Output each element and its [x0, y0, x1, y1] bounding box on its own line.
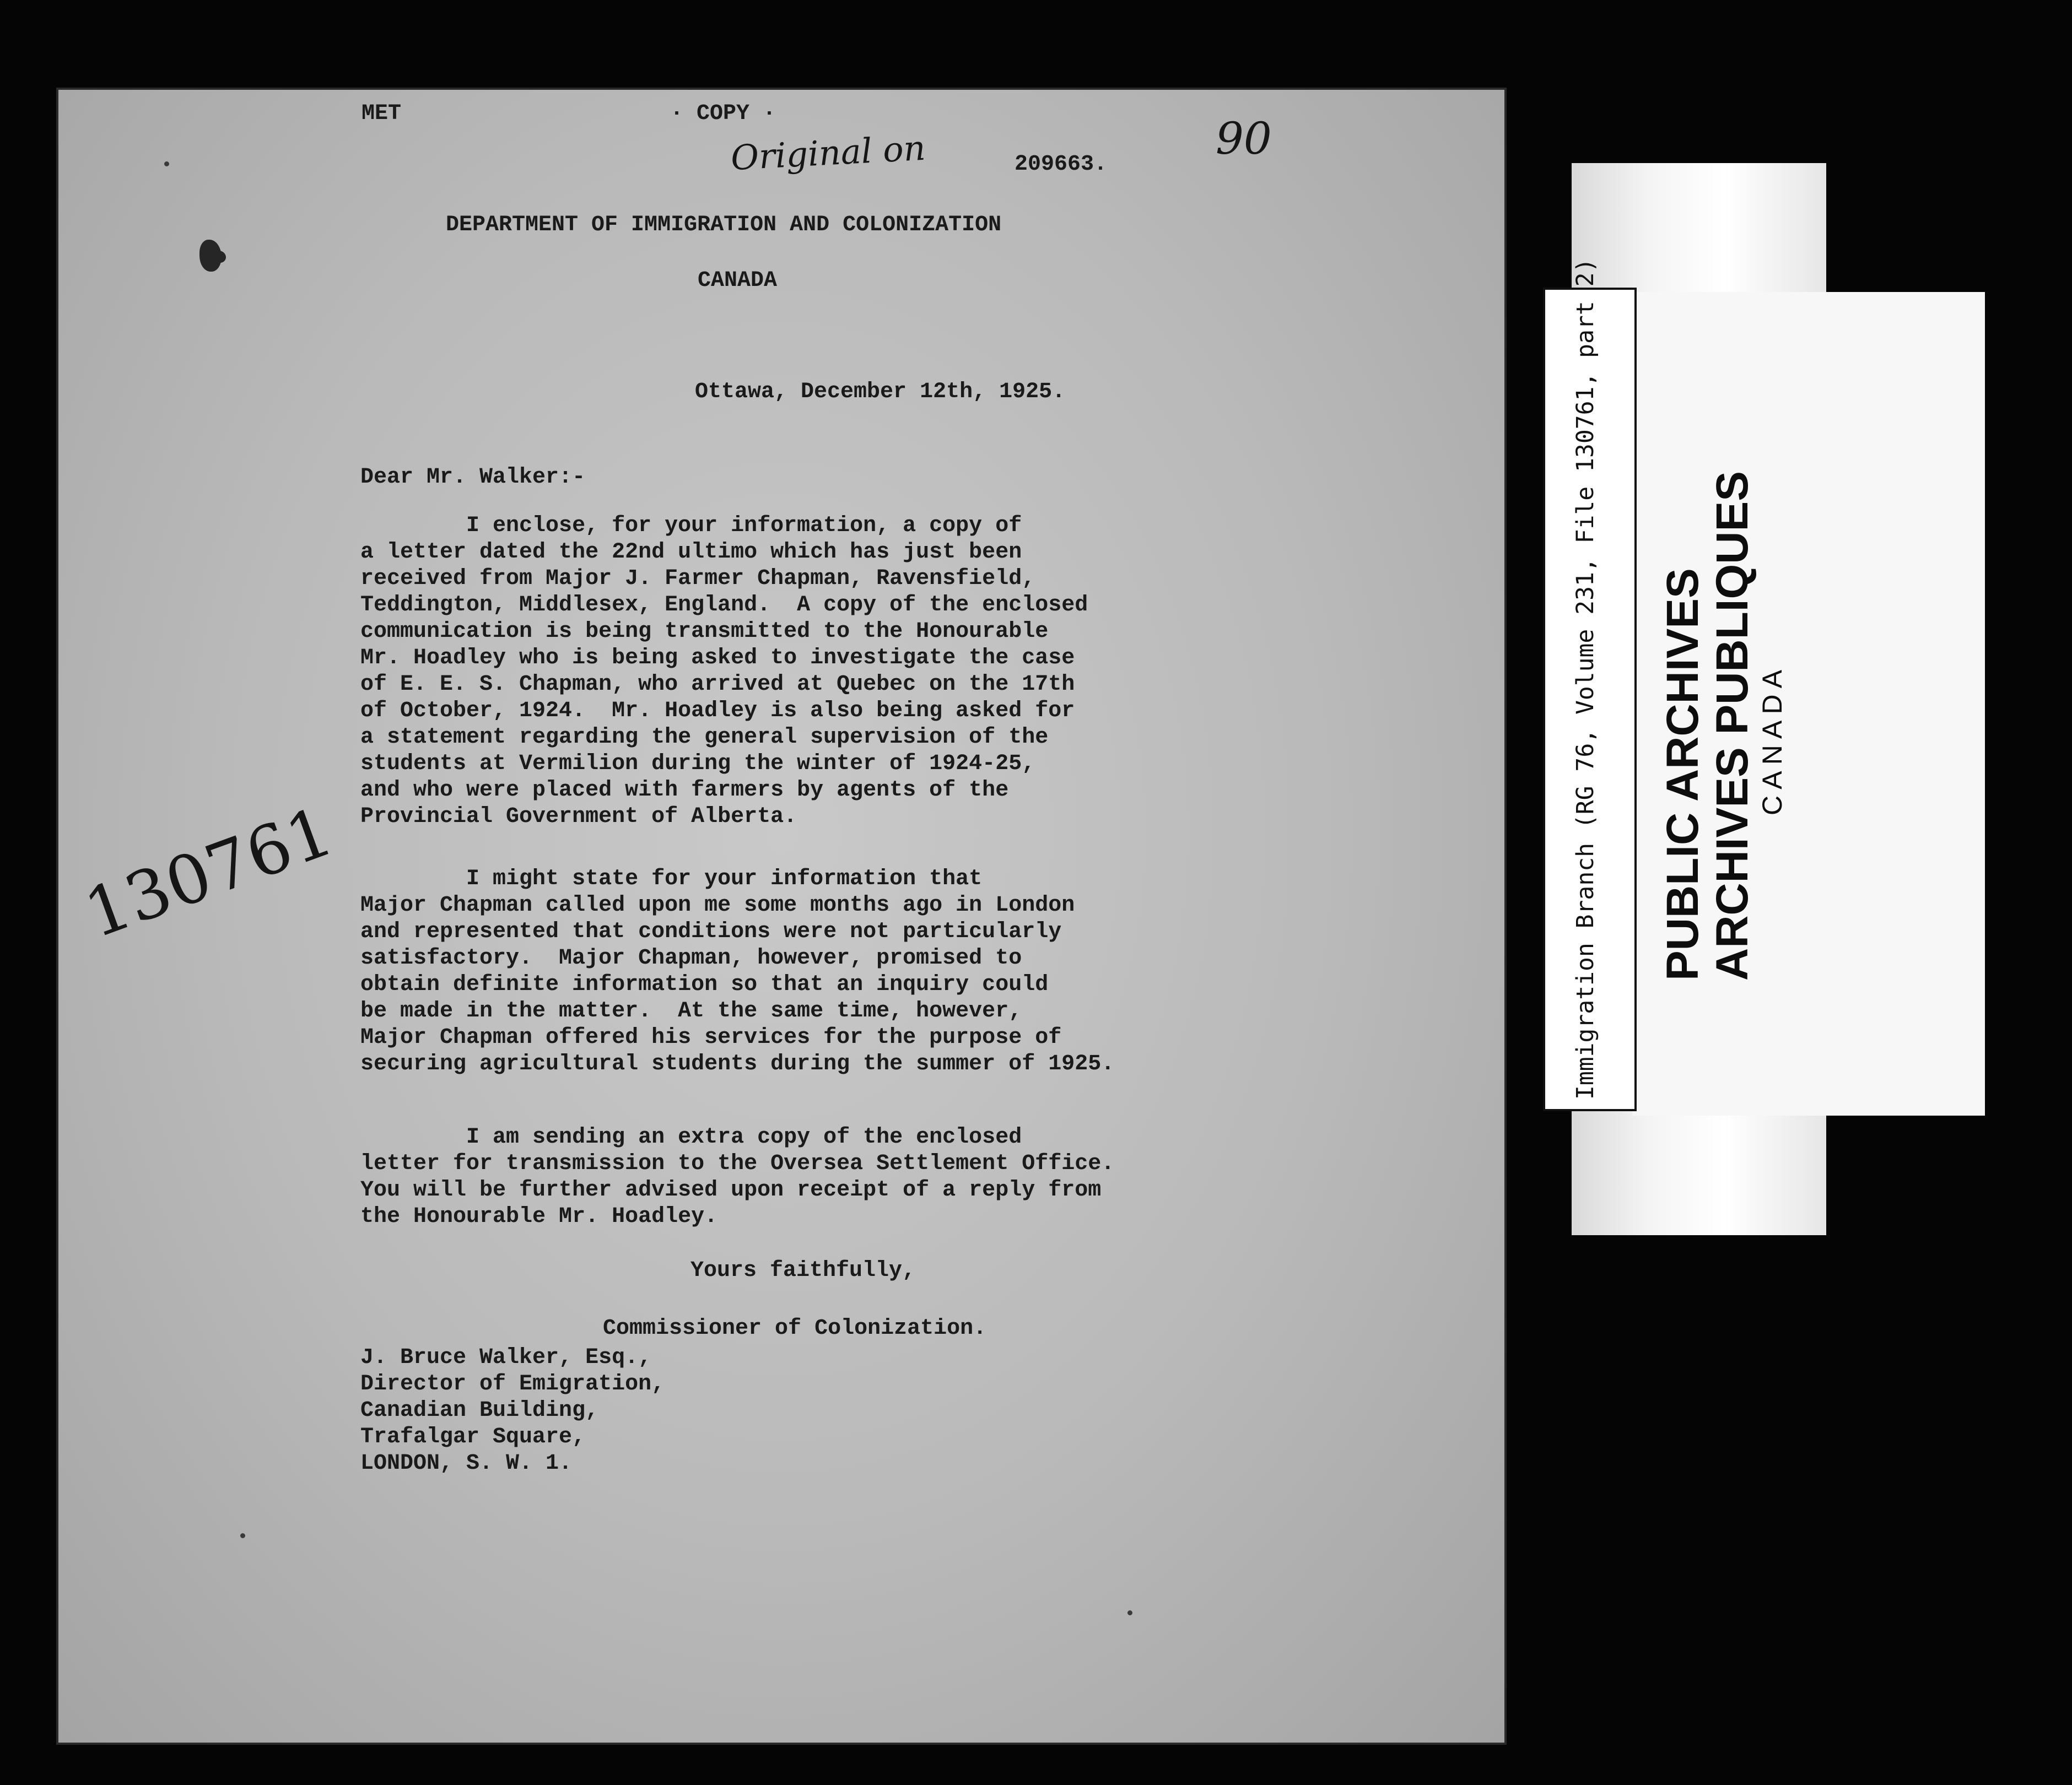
country-heading: CANADA — [698, 268, 778, 293]
handwritten-margin-number: 130761 — [74, 792, 343, 954]
salutation: Dear Mr. Walker:- — [360, 465, 586, 490]
copy-mark: · COPY · — [670, 101, 776, 126]
archive-reference-strip — [1543, 258, 1637, 1111]
handwritten-note: Original on — [730, 127, 927, 178]
department-heading: DEPARTMENT OF IMMIGRATION AND COLONIZATION — [446, 213, 1002, 237]
handwritten-corner-mark: 90 — [1216, 113, 1272, 164]
signature-title: Commissioner of Colonization. — [603, 1316, 987, 1341]
archives-line-3: C A N A D A — [1757, 669, 1788, 815]
ink-smudge — [213, 251, 226, 263]
recipient-address: J. Bruce Walker, Esq., Director of Emigration, Canadian Building, Trafalgar Square, LONDON, S. W. 1. — [360, 1345, 665, 1476]
paper-speck — [1127, 1610, 1132, 1615]
paper-speck — [164, 161, 169, 166]
dateline: Ottawa, December 12th, 1925. — [695, 380, 1066, 404]
paper-speck — [240, 1533, 245, 1538]
body-paragraph-1: I enclose, for your information, a copy of a letter dated the 22nd ultimo which has just been received from Major J. Farmer Chapman, Ravensfield, Teddington, Middlesex, England. A copy of the enclosed communication is being transmitted to the Honourable Mr. Hoadley who is being asked to investigate the case of E. E. S. Chapman, who arrived at Quebec on the 17th of October, 1924. Mr. Hoadley is also being asked for a statement regarding the general supervision of the students at Vermilion during the winter of 1924-25, and who were placed with farmers by agents of the Provincial Government of Alberta. — [360, 513, 1088, 829]
archives-line-2: ARCHIVES PUBLIQUES — [1707, 471, 1757, 981]
closing: Yours faithfully, — [690, 1258, 916, 1283]
archive-reference-label: Immigration Branch (RG 76, Volume 231, File 130761, part 2) — [1572, 258, 1599, 1100]
reference-mark: MET — [361, 101, 402, 126]
archive-card — [1632, 292, 1985, 1116]
body-paragraph-2: I might state for your information that Major Chapman called upon me some months ago in London and represented that conditions were not particularly satisfactory. Major Chapman, however, promised to obtain definite information so that an inquiry could be made in the matter. At the same time, however, Major Chapman offered his services for the purpose of securing agricultural students during the summer of 1925. — [360, 867, 1115, 1077]
body-paragraph-3: I am sending an extra copy of the enclosed letter for transmission to the Oversea Settlement Office. You will be further advised upon receipt of a reply from the Honourable Mr. Hoadley. — [360, 1125, 1115, 1229]
archives-line-1: PUBLIC ARCHIVES — [1658, 568, 1708, 981]
letter-page — [58, 90, 1504, 1743]
file-number: 209663. — [1015, 152, 1108, 177]
